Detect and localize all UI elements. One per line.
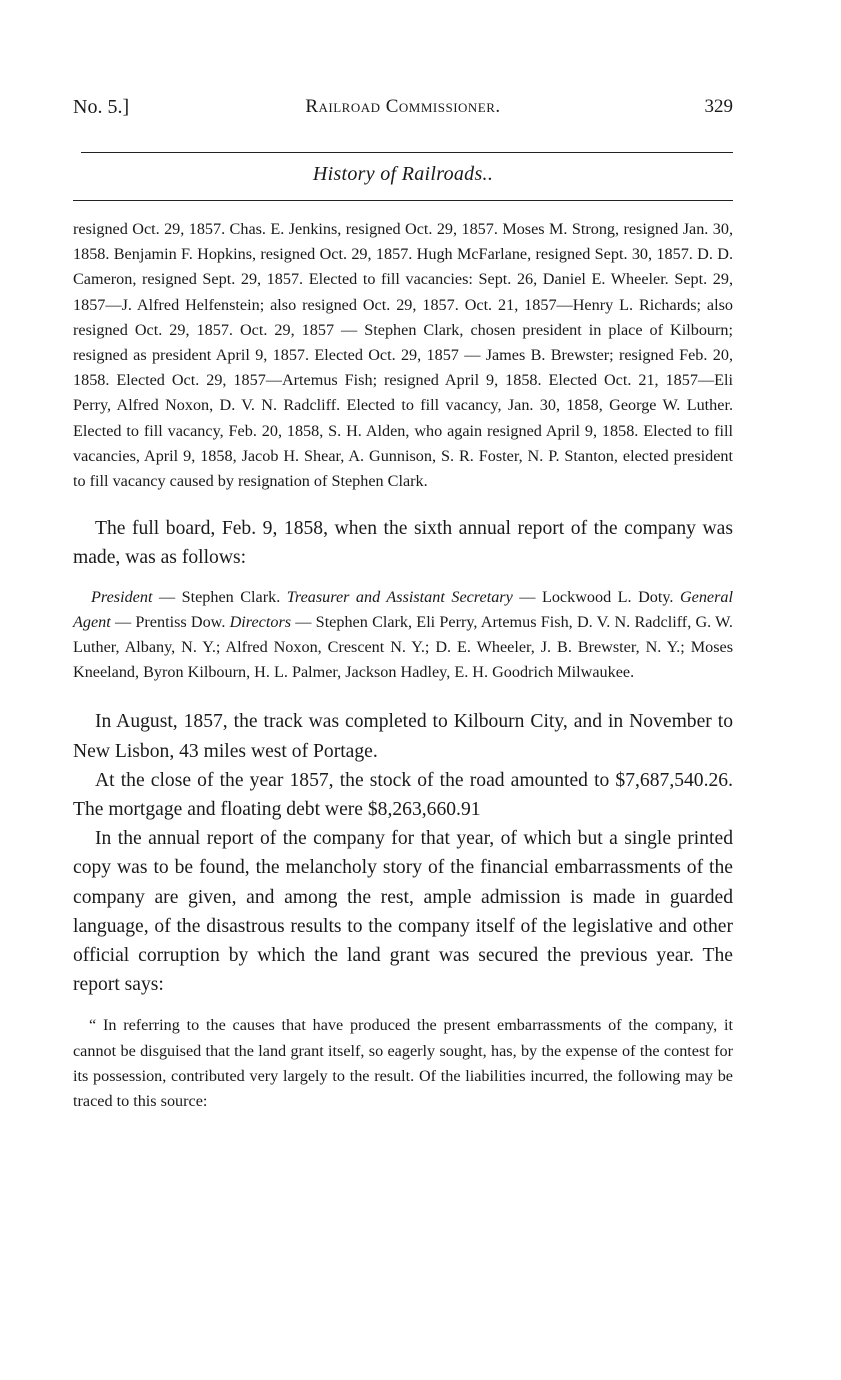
page-number: 329 [704, 96, 733, 117]
treasurer-name: — Lockwood L. Doty. [512, 587, 680, 606]
president-name: — Stephen Clark. [152, 587, 287, 606]
running-title: Railroad Commissioner. [305, 96, 501, 117]
directors-label: Directors [229, 612, 292, 631]
document-number: No. 5.] [73, 96, 130, 118]
board-intro-paragraph: The full board, Feb. 9, 1858, when the sixth annual report of the company was made, was as follows: [73, 518, 733, 569]
header-rule-top [81, 152, 733, 153]
directors-list: — Stephen Clark, Eli Perry, Artemus Fish, D. V. N. Radcliff, G. W. Luther, Albany, N. Y.; Alfred Noxon, Crescent N. Y.; D. E. Wheeler, J. B. Brewster, N. Y.; Moses Kneeland, Byron Kilbourn, H. L. Palmer, Jackson Hadley, E. H. Goodrich Milwaukee. [73, 612, 733, 682]
agent-label: General Agent [73, 587, 733, 631]
annual-report-paragraph: In the annual report of the company for that year, of which but a single printed copy was to be found, the melancholy story of the financial embarrassments of the company are given, and among the rest, ample admission is made in guarded language, of the disastrous results to the company itself of the legislative and other official corruption by which the land grant was secured the previous year. The report says: [73, 828, 733, 996]
page [73, 96, 733, 1114]
stock-paragraph: At the close of the year 1857, the stock of the road amounted to $7,687,540.26. The mortgage and floating debt were $8,263,660.91 [73, 769, 733, 821]
president-label: President [91, 587, 153, 606]
track-paragraph: In August, 1857, the track was completed to Kilbourn City, and in November to New Lisbon, 43 miles west of Portage. [73, 711, 733, 762]
treasurer-label: Treasurer and Assistant Secretary [286, 587, 513, 606]
header-rule-bottom [73, 200, 733, 201]
section-title: History of Railroads.. [312, 163, 494, 185]
report-quote-paragraph: “ In referring to the causes that have produced the present embarrassments of the company, it cannot be disguised that the land grant itself, so eagerly sought, has, by the expense of the contest for its possession, contributed very largely to the result. Of the liabilities incurred, the following may be traced to this source: [73, 1016, 733, 1111]
board-members-paragraph [73, 585, 733, 686]
agent-name: — Prentiss Dow. [110, 612, 230, 631]
resignations-paragraph: resigned Oct. 29, 1857. Chas. E. Jenkins, resigned Oct. 29, 1857. Moses M. Strong, resigned Jan. 30, 1858. Benjamin F. Hopkins, resigned Oct. 29, 1857. Hugh McFarlane, resigned Sept. 30, 1857. D. D. Cameron, resigned Sept. 29, 1857. Elected to fill vacancies: Sept. 26, Daniel E. Wheeler. Sept. 29, 1857—J. Alfred Helfenstein; also resigned Oct. 29, 1857. Oct. 21, 1857—Henry L. Richards; also resigned Oct. 29, 1857. Oct. 29, 1857 — Stephen Clark, chosen president in place of Kilbourn; resigned as president April 9, 1857. Elected Oct. 29, 1857 — James B. Brewster; resigned Feb. 20, 1858. Elected Oct. 29, 1857—Artemus Fish; resigned April 9, 1858. Elected Oct. 21, 1857—Eli Perry, Alfred Noxon, D. V. N. Radcliff. Elected to fill vacancy, Jan. 30, 1858, George W. Luther. Elected to fill vacancy, Feb. 20, 1858, S. H. Alden, who again resigned April 9, 1858. Elected to fill vacancies, April 9, 1858, Jacob H. Shear, A. Gunnison, S. R. Foster, N. P. Stanton, elected president to fill vacancy caused by resignation of Stephen Clark. [73, 220, 733, 491]
running-head [73, 96, 733, 130]
